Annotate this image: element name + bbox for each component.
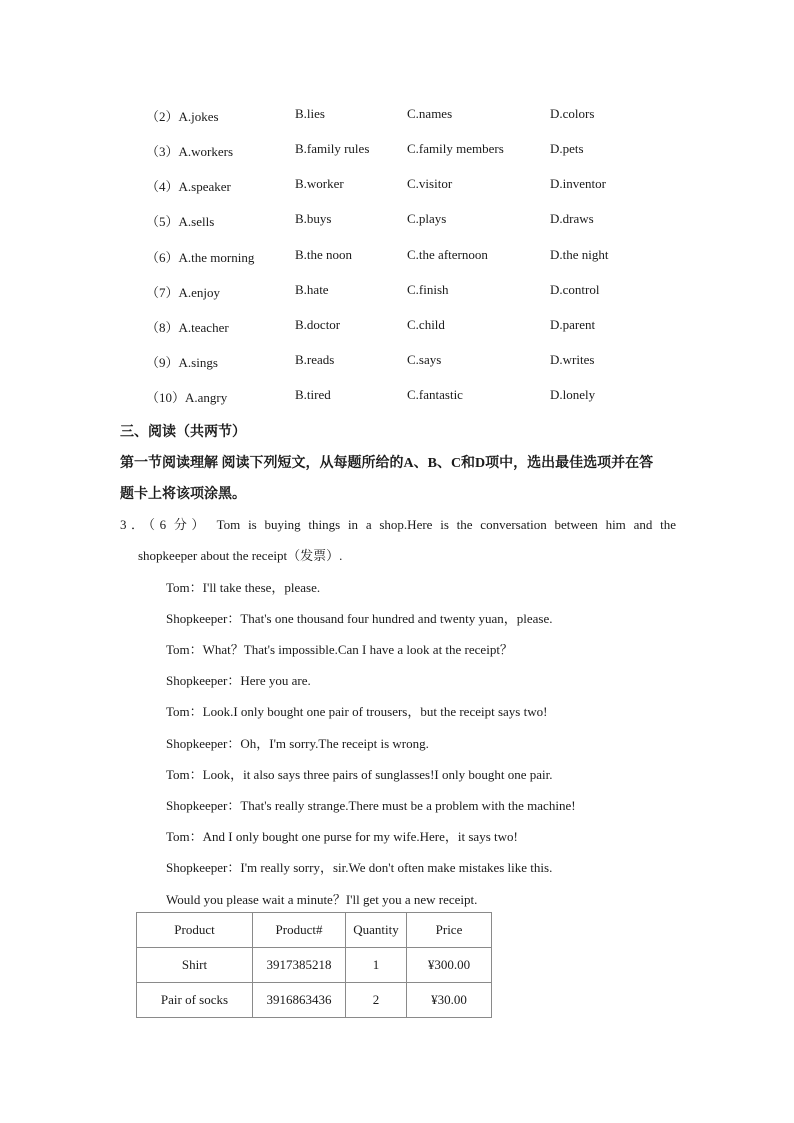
dialogue-line: Tom：I'll take these，please. — [166, 580, 321, 595]
option-b: B.lies — [295, 106, 325, 121]
dialogue-line: Would you please wait a minute？I'll get you a new receipt. — [166, 892, 478, 907]
option-row — [0, 352, 794, 372]
option-b: B.the noon — [295, 247, 353, 262]
option-c: C.child — [407, 317, 445, 332]
option-c: C.fantastic — [407, 387, 463, 402]
dialogue-line: Tom：And I only bought one purse for my wife.Here，it says two! — [166, 829, 518, 844]
cell-product: Pair of socks — [137, 983, 253, 1018]
option-c: C.family members — [407, 141, 504, 156]
cell-quantity: 1 — [346, 948, 407, 983]
option-a-text: A.sings — [178, 355, 218, 370]
question-number: （8） — [146, 320, 179, 335]
option-c: C.the afternoon — [407, 247, 488, 262]
option-c: C.finish — [407, 282, 449, 297]
question-number: （2） — [146, 109, 179, 124]
option-d: D.writes — [550, 352, 595, 367]
option-a — [146, 387, 227, 406]
dialogue-line: Tom：Look.I only bought one pair of trousers，but the receipt says two! — [166, 704, 548, 719]
option-d: D.draws — [550, 211, 594, 226]
receipt-table — [136, 912, 492, 1018]
question-number: （3） — [146, 144, 179, 159]
cell-product: Shirt — [137, 948, 253, 983]
option-row — [0, 106, 794, 126]
option-row — [0, 141, 794, 161]
cell-price: ¥300.00 — [407, 948, 492, 983]
cell-product-number: 3916863436 — [253, 983, 346, 1018]
option-d: D.control — [550, 282, 600, 297]
option-row — [0, 387, 794, 407]
question-number: （6） — [146, 250, 179, 265]
option-c: C.visitor — [407, 176, 453, 191]
option-a-text: A.speaker — [178, 179, 231, 194]
option-a — [146, 282, 220, 301]
option-d: D.pets — [550, 141, 584, 156]
column-header-product: Product — [137, 913, 253, 948]
dialogue-line: Tom：Look，it also says three pairs of sunglasses!I only bought one pair. — [166, 767, 553, 782]
option-row — [0, 317, 794, 337]
question-number: （5） — [146, 214, 179, 229]
option-d: D.parent — [550, 317, 596, 332]
dialogue-line: Shopkeeper：That's really strange.There must be a problem with the machine! — [166, 798, 576, 813]
option-row — [0, 282, 794, 302]
option-d: D.the night — [550, 247, 609, 262]
column-header-price: Price — [407, 913, 492, 948]
question-number: （7） — [146, 285, 179, 300]
dialogue-line: Shopkeeper：That's one thousand four hundred and twenty yuan，please. — [166, 611, 553, 626]
table-row — [137, 948, 492, 983]
dialogue-line: Shopkeeper：Here you are. — [166, 673, 311, 688]
option-a-text: A.enjoy — [178, 285, 221, 300]
option-a — [146, 141, 233, 160]
section-instruction-line1: 第一节阅读理解 阅读下列短文，从每题所给的A、B、C和D项中，选出最佳选项并在答 — [120, 456, 654, 471]
question-number: （9） — [146, 355, 179, 370]
option-row — [0, 247, 794, 267]
option-c: C.plays — [407, 211, 447, 226]
column-header-quantity: Quantity — [346, 913, 407, 948]
option-b: B.tired — [295, 387, 331, 402]
option-c: C.names — [407, 106, 453, 121]
question-prompt-line1: 3．（6 分） Tom is buying things in a shop.Here is the conversation between him and the — [120, 517, 676, 532]
question-number: （10） — [146, 390, 186, 405]
cell-quantity: 2 — [346, 983, 407, 1018]
option-a-text: A.teacher — [178, 320, 229, 335]
option-a — [146, 247, 254, 266]
cell-price: ¥30.00 — [407, 983, 492, 1018]
option-a-text: A.jokes — [178, 109, 219, 124]
option-b: B.buys — [295, 211, 332, 226]
table-header-row — [137, 913, 492, 948]
option-a-text: A.workers — [178, 144, 234, 159]
dialogue-line: Tom：What？That's impossible.Can I have a look at the receipt？ — [166, 642, 513, 657]
option-a-text: A.angry — [185, 390, 228, 405]
cell-product-number: 3917385218 — [253, 948, 346, 983]
question-number: （4） — [146, 179, 179, 194]
option-b: B.doctor — [295, 317, 341, 332]
option-d: D.colors — [550, 106, 595, 121]
option-a — [146, 352, 218, 371]
option-a-text: A.sells — [178, 214, 215, 229]
option-a-text: A.the morning — [178, 250, 255, 265]
option-a — [146, 176, 231, 195]
option-d: D.inventor — [550, 176, 606, 191]
option-row — [0, 211, 794, 231]
option-b: B.reads — [295, 352, 335, 367]
option-b: B.family rules — [295, 141, 370, 156]
option-row — [0, 176, 794, 196]
option-d: D.lonely — [550, 387, 596, 402]
column-header-product-number: Product# — [253, 913, 346, 948]
option-b: B.worker — [295, 176, 344, 191]
option-a — [146, 317, 229, 336]
section-title: 三、阅读（共两节） — [120, 425, 246, 440]
section-instruction-line2: 题卡上将该项涂黑。 — [120, 487, 246, 502]
question-prompt-line2: shopkeeper about the receipt（发票）. — [138, 548, 343, 563]
option-a — [146, 211, 214, 230]
option-b: B.hate — [295, 282, 329, 297]
dialogue-line: Shopkeeper：Oh，I'm sorry.The receipt is wrong. — [166, 736, 429, 751]
dialogue-line: Shopkeeper：I'm really sorry，sir.We don't often make mistakes like this. — [166, 860, 553, 875]
option-a — [146, 106, 219, 125]
table-row — [137, 983, 492, 1018]
option-c: C.says — [407, 352, 442, 367]
